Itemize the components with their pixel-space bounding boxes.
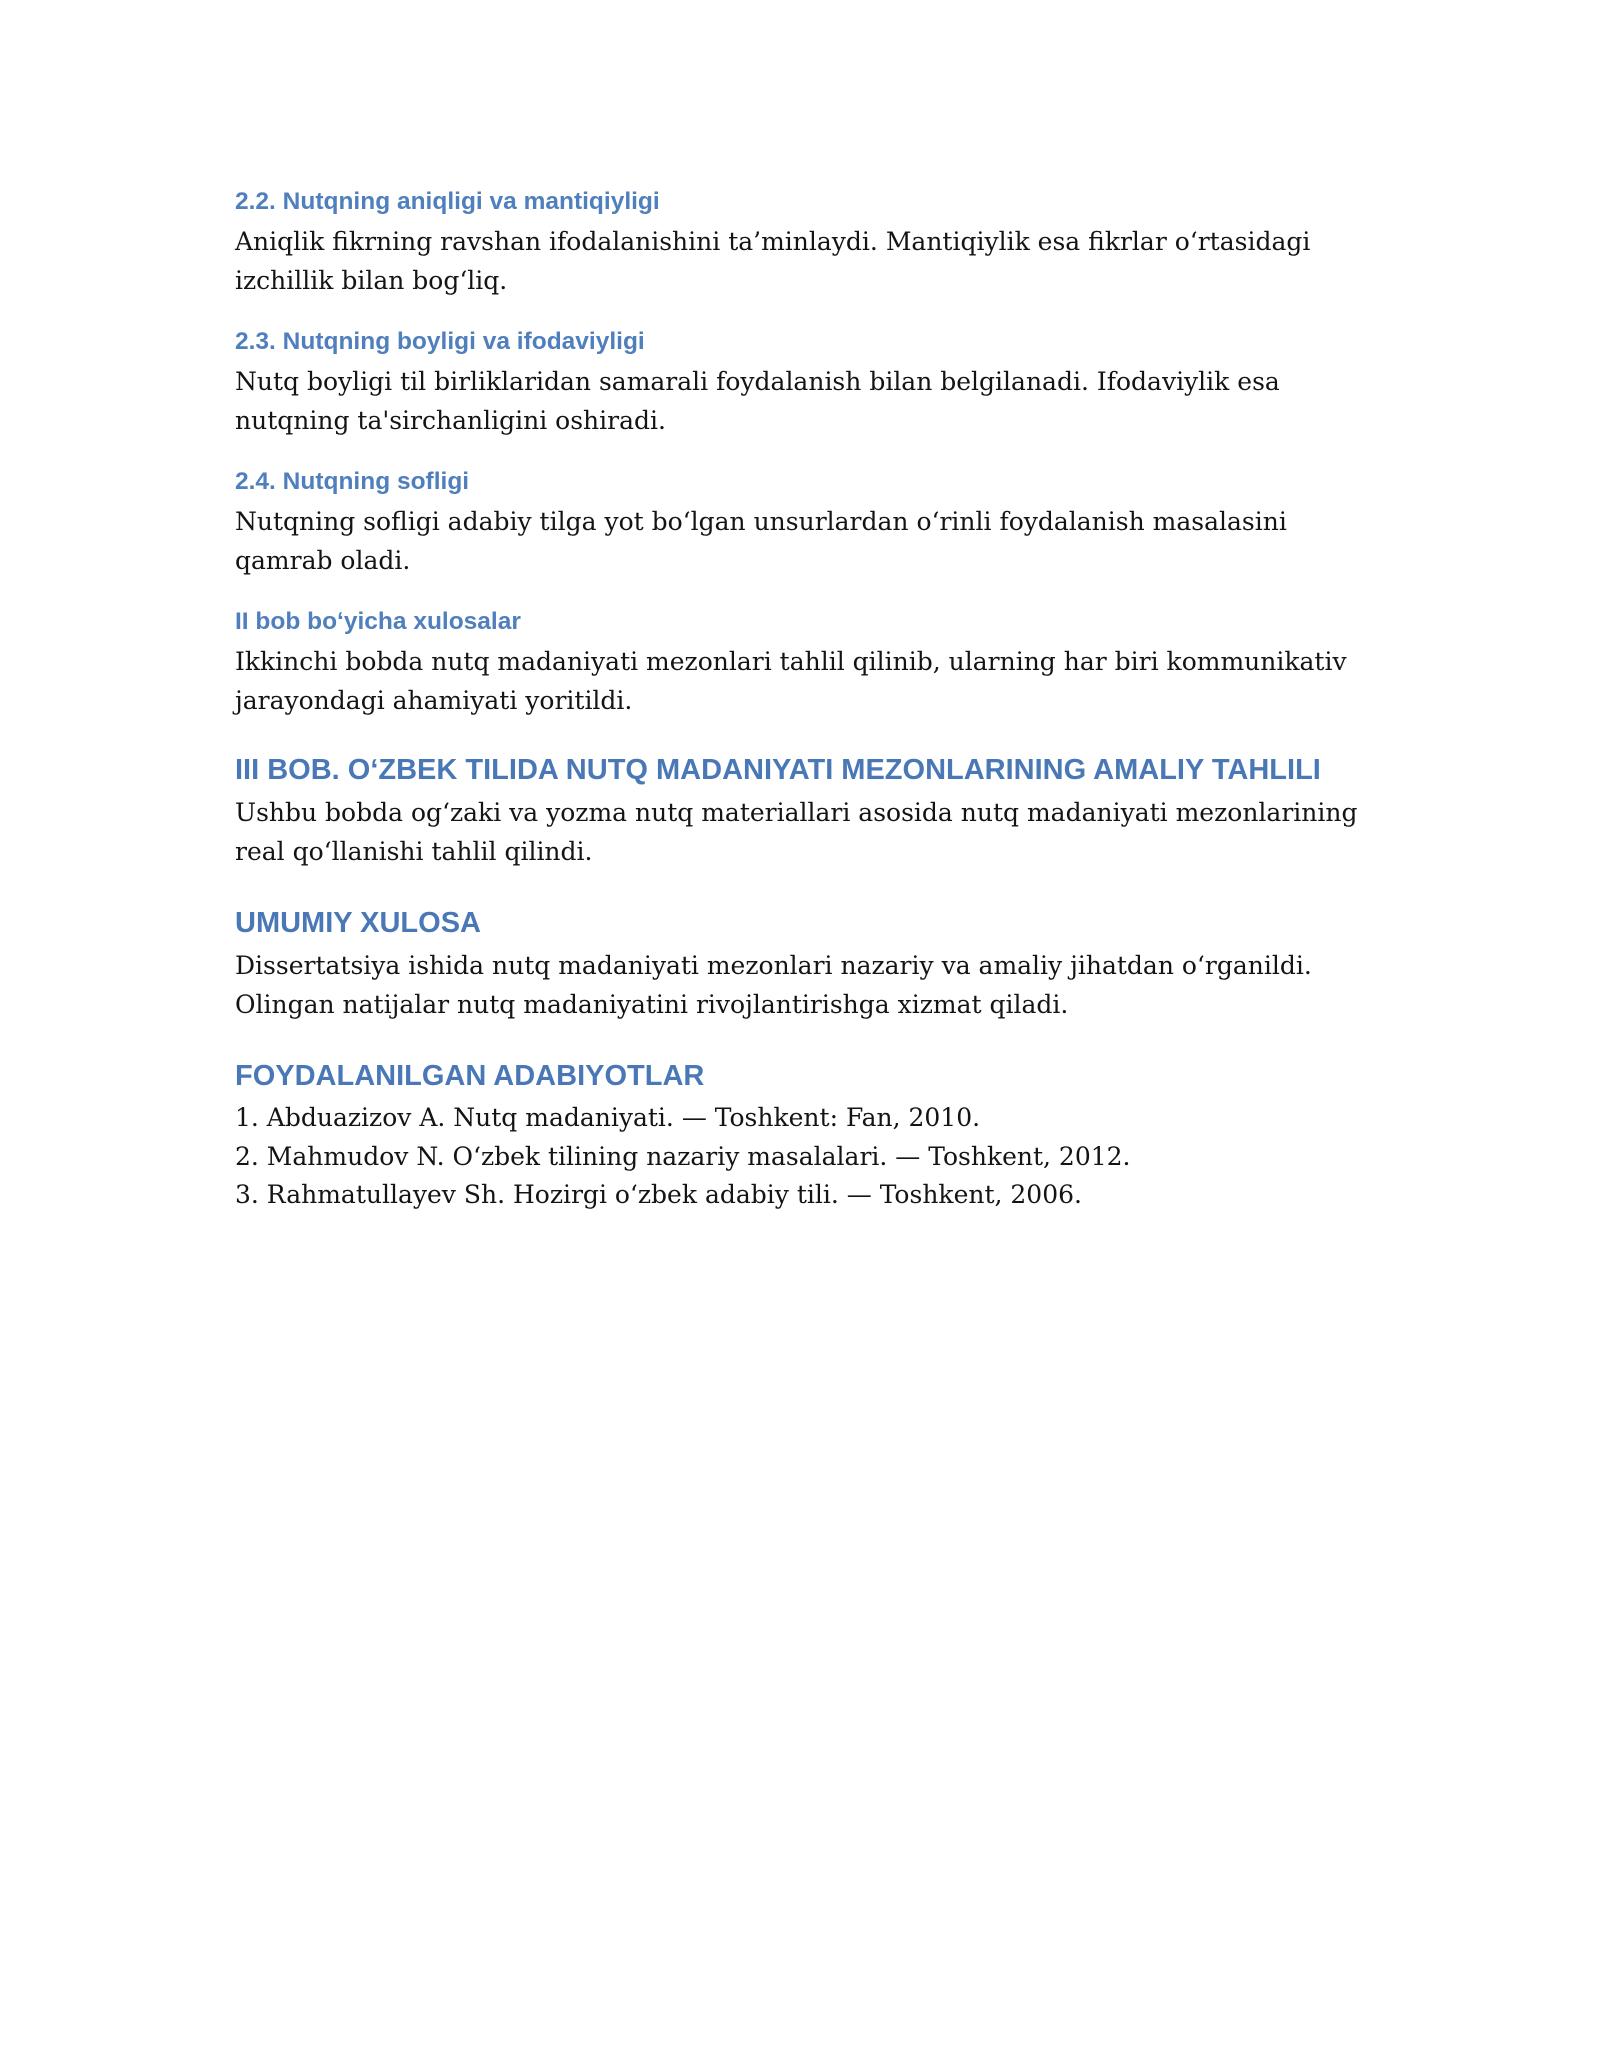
subsection-heading: 2.4. Nutqning sofligi [235,468,470,495]
subsection-paragraph: Nutq boyligi til birliklaridan samarali foydalanish bilan belgilanadi. Ifodaviylik esa nutqning ta'sirchanligini oshiradi. [235,367,1280,435]
subsection-2-2 [235,184,1360,300]
reference-item: 3. Rahmatullayev Sh. Hozirgi oʻzbek adabiy tili. — Toshkent, 2006. [235,1180,1082,1209]
section-general-conclusion [235,903,1360,1024]
section-chapter-3 [235,750,1360,871]
subsection-paragraph: Aniqlik fikrning ravshan ifodalanishini ta’minlaydi. Mantiqiylik esa fikrlar oʻrtasidagi izchillik bilan bogʻliq. [235,227,1311,295]
section-heading: III BOB. OʻZBEK TILIDA NUTQ MADANIYATI MEZONLARINING AMALIY TAHLILI [235,754,1321,786]
subsection-heading: 2.3. Nutqning boyligi va ifodaviyligi [235,328,645,355]
reference-item: 1. Abduazizov A. Nutq madaniyati. — Toshkent: Fan, 2010. [235,1103,981,1132]
section-paragraph: Ushbu bobda ogʻzaki va yozma nutq materiallari asosida nutq madaniyati mezonlarining real qoʻllanishi tahlil qilindi. [235,798,1358,866]
references-list [235,1099,1360,1215]
section-paragraph: Dissertatsiya ishida nutq madaniyati mezonlari nazariy va amaliy jihatdan oʻrganildi. Olingan natijalar nutq madaniyatini rivojlantirishga xizmat qiladi. [235,951,1312,1019]
subsection-2-3 [235,324,1360,440]
references-heading: FOYDALANILGAN ADABIYOTLAR [235,1060,705,1092]
subsection-2-4 [235,464,1360,580]
subsection-paragraph: Nutqning sofligi adabiy tilga yot boʻlgan unsurlardan oʻrinli foydalanish masalasini qamrab oladi. [235,507,1287,575]
subsection-chapter-2-conclusions [235,604,1360,720]
subsection-heading: II bob boʻyicha xulosalar [235,608,521,635]
subsection-heading: 2.2. Nutqning aniqligi va mantiqiyligi [235,188,660,215]
reference-item: 2. Mahmudov N. Oʻzbek tilining nazariy masalalari. — Toshkent, 2012. [235,1141,1131,1171]
section-references [235,1056,1360,1215]
subsection-paragraph: Ikkinchi bobda nutq madaniyati mezonlari tahlil qilinib, ularning har biri kommunikativ jarayondagi ahamiyati yoritildi. [235,647,1347,715]
section-heading: UMUMIY XULOSA [235,907,481,939]
document-content [235,184,1360,1215]
